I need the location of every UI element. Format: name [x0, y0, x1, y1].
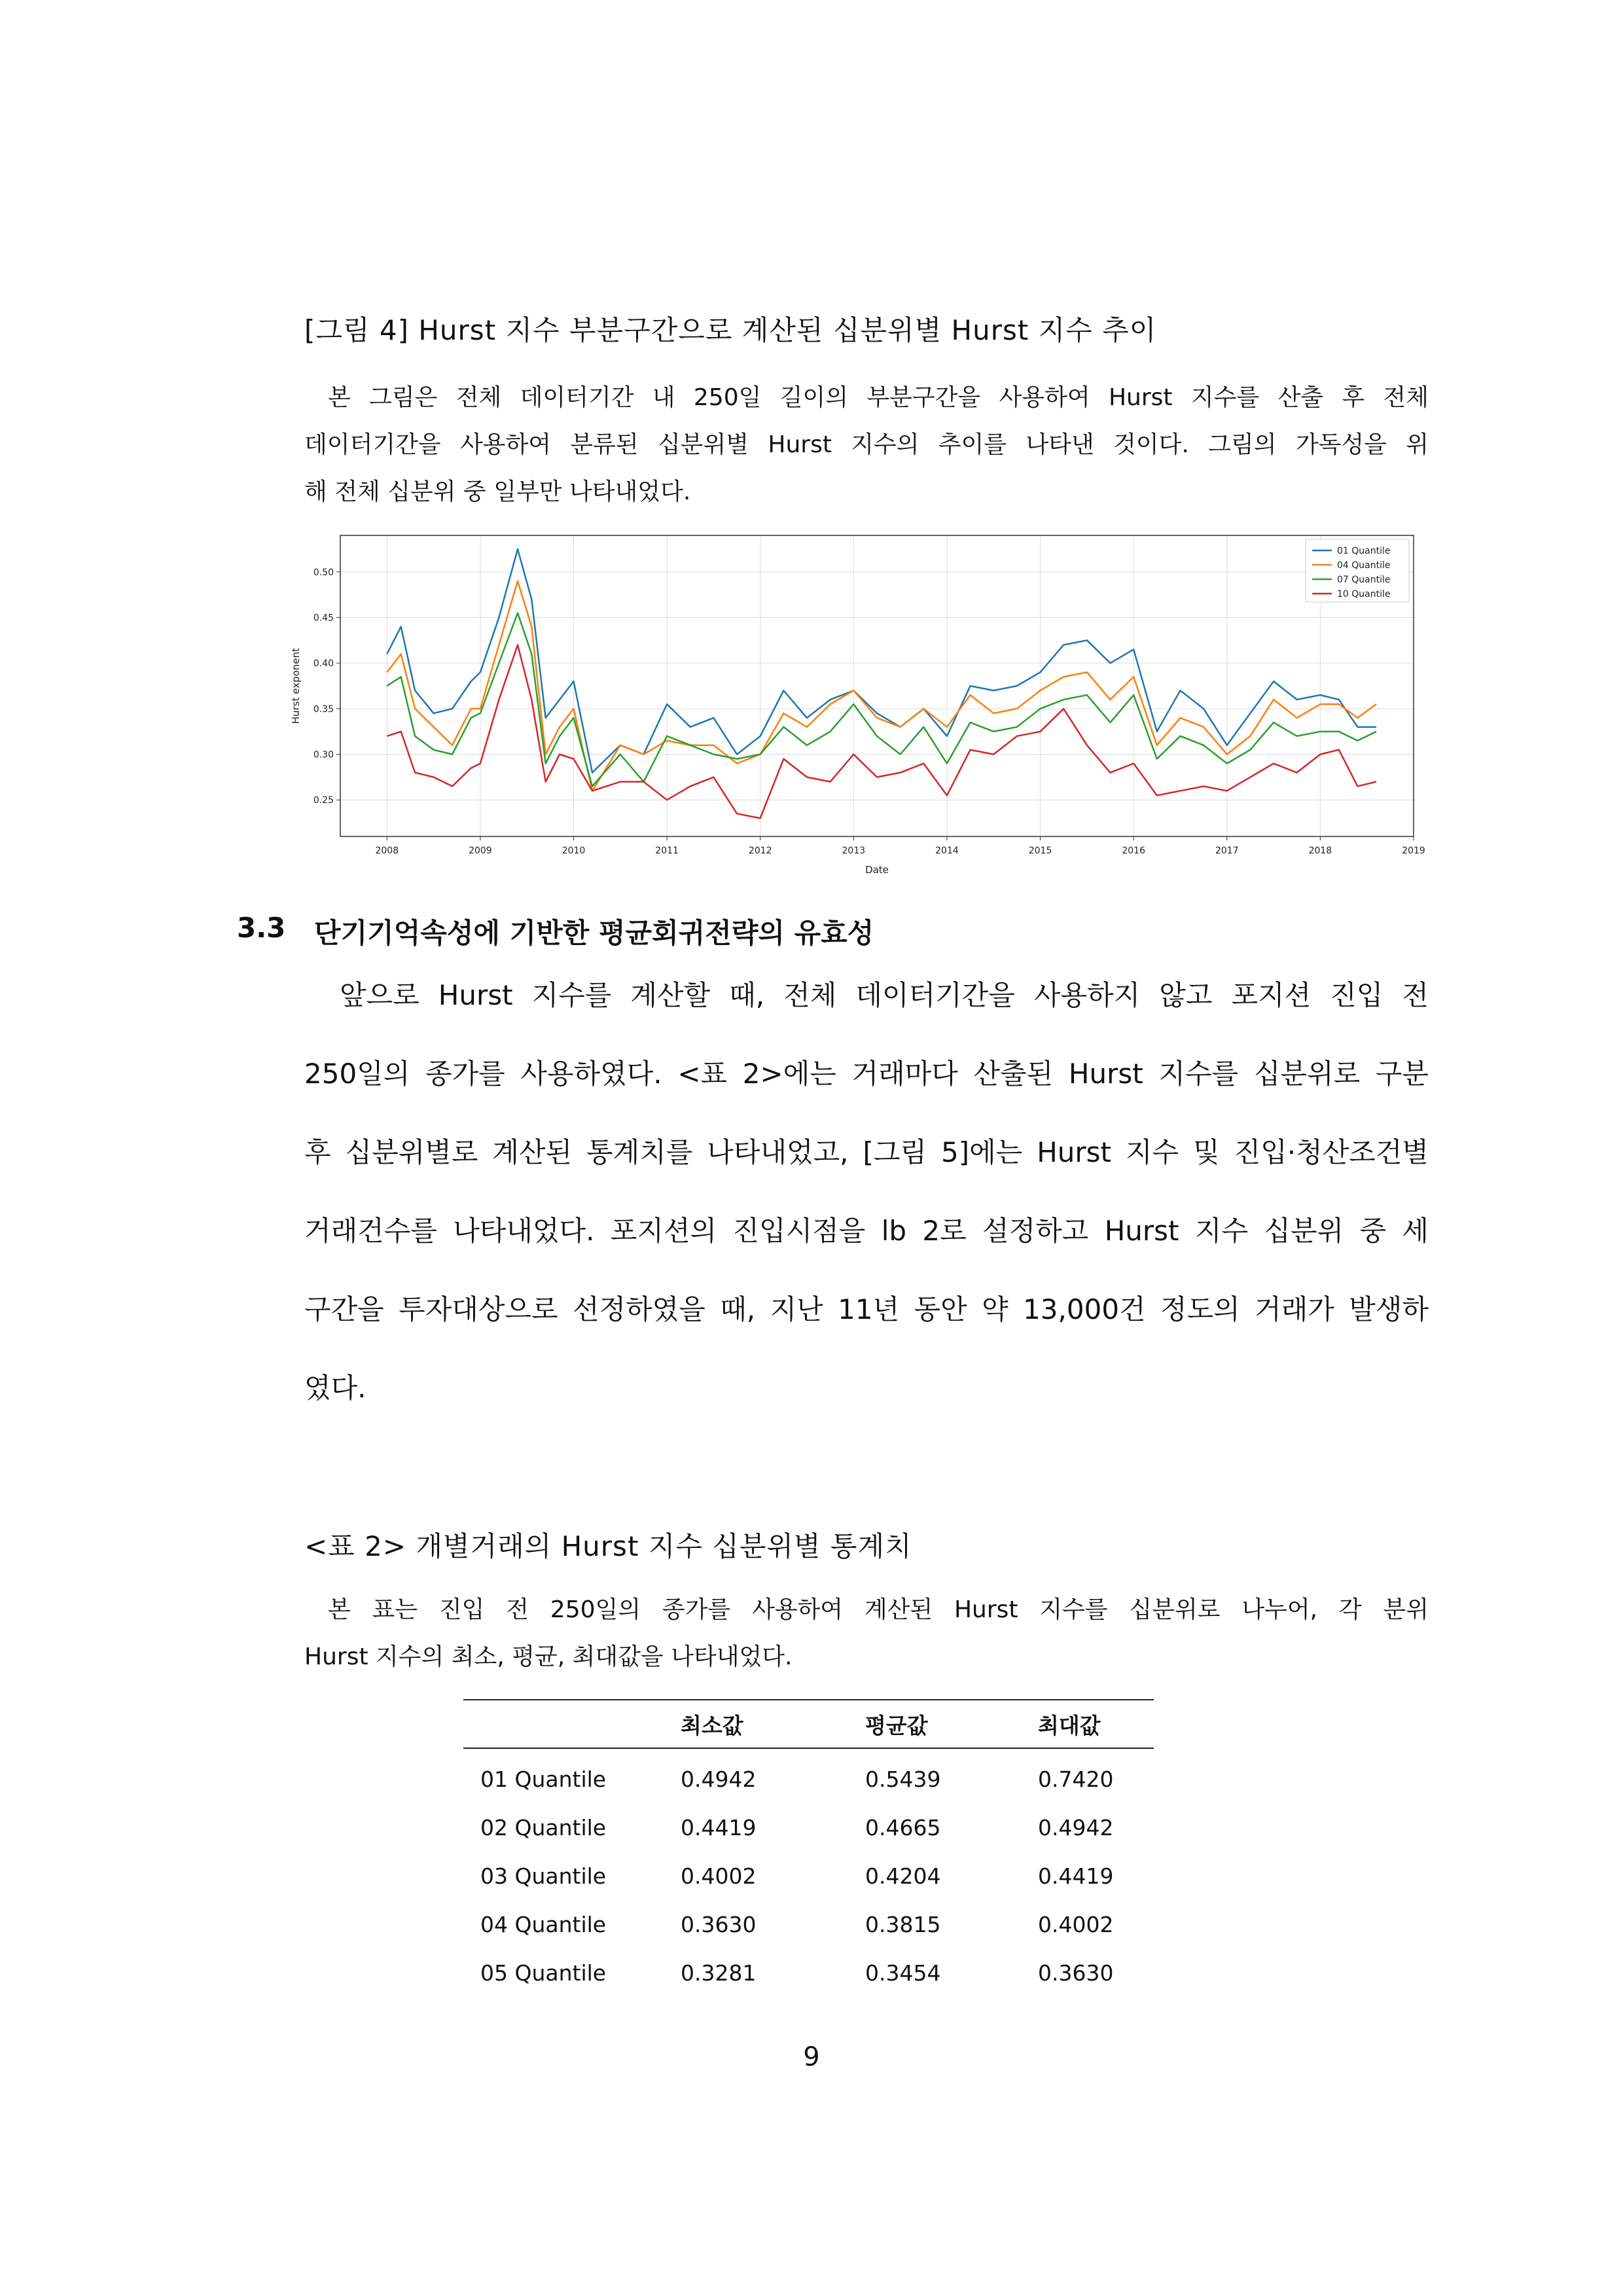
series-line [387, 613, 1376, 787]
table-cell: 0.7420 [1038, 1766, 1114, 1792]
x-tick-label: 2015 [1028, 846, 1052, 856]
table-cell: 0.4665 [865, 1814, 941, 1840]
legend-label: 07 Quantile [1337, 575, 1391, 585]
section-body-line: 였다. [304, 1372, 366, 1404]
legend-label: 10 Quantile [1337, 589, 1391, 600]
table-caption: <표 2> 개별거래의 Hurst 지수 십분위별 통계치 [304, 1530, 912, 1562]
table-header-row [463, 1700, 1154, 1748]
x-tick-labels [375, 846, 1425, 856]
table-cell: 0.3630 [1038, 1960, 1114, 1986]
stats-table [463, 1699, 1154, 1997]
chart-lines [387, 549, 1376, 818]
y-axis-label: Hurst exponent [290, 647, 302, 725]
table-cell: 0.4942 [681, 1766, 757, 1792]
table-cell: 0.4942 [1038, 1814, 1114, 1840]
figure-description-line: 데이터기간을 사용하여 분류된 십분위별 Hurst 지수의 추이를 나타낸 것이다. 그림의 가독성을 위 [304, 431, 1429, 458]
x-tick-label: 2013 [842, 846, 866, 856]
chart-legend [1306, 539, 1409, 602]
table-row [463, 1948, 1154, 1997]
figure-description-line: 본 그림은 전체 데이터기간 내 250일 길이의 부분구간을 사용하여 Hurst 지수를 산출 후 전체 [328, 384, 1429, 411]
y-tick-label: 0.40 [313, 658, 334, 670]
y-tick-label: 0.45 [313, 613, 334, 624]
plot-frame [340, 535, 1414, 836]
table-description-line: Hurst 지수의 최소, 평균, 최대값을 나타내었다. [304, 1643, 793, 1670]
section-body-line: 앞으로 Hurst 지수를 계산할 때, 전체 데이터기간을 사용하지 않고 포지션 진입 전 [340, 979, 1429, 1011]
y-tick-label: 0.30 [313, 749, 334, 761]
y-tick-label: 0.25 [313, 795, 334, 806]
table-cell: 0.5439 [865, 1766, 941, 1792]
figure-caption: [그림 4] Hurst 지수 부분구간으로 계산된 십분위별 Hurst 지수 추이 [304, 314, 1157, 346]
table-cell: 03 Quantile [480, 1863, 607, 1889]
x-tick-label: 2012 [748, 846, 772, 856]
x-tick-label: 2018 [1308, 846, 1332, 856]
section-body-line: 250일의 종가를 사용하였다. <표 2>에는 거래마다 산출된 Hurst 지수를 십분위로 구분 [304, 1058, 1429, 1090]
table-cell: 0.4419 [1038, 1863, 1114, 1889]
table-cell: 0.3630 [681, 1911, 757, 1937]
table-header-max: 최대값 [1037, 1700, 1154, 1748]
y-tick-labels [313, 567, 334, 806]
x-tick-label: 2019 [1402, 846, 1425, 856]
section-body-line: 거래건수를 나타내었다. 포지션의 진입시점을 lb 2로 설정하고 Hurst 지수 십분위 중 세 [304, 1215, 1429, 1247]
table-cell: 0.4002 [1038, 1911, 1114, 1937]
table-cell: 04 Quantile [480, 1911, 607, 1937]
hurst-quantile-chart [285, 529, 1425, 876]
table-cell: 0.4002 [681, 1863, 757, 1889]
table-cell: 0.3454 [865, 1960, 941, 1986]
table-row [463, 1852, 1154, 1900]
table-header-cell [463, 1700, 680, 1748]
x-tick-label: 2009 [469, 846, 492, 856]
table-cell: 05 Quantile [480, 1960, 607, 1986]
table-description-line: 본 표는 진입 전 250일의 종가를 사용하여 계산된 Hurst 지수를 십분위로 나누어, 각 분위 [328, 1596, 1429, 1623]
x-tick-label: 2017 [1215, 846, 1239, 856]
series-line [387, 645, 1376, 818]
table-row [463, 1803, 1154, 1852]
figure-description [304, 374, 1429, 516]
table-cell: 0.4419 [681, 1814, 757, 1840]
x-tick-label: 2011 [655, 846, 679, 856]
section-title: 단기기억속성에 기반한 평균회귀전략의 유효성 [314, 917, 874, 949]
table-header-mean: 평균값 [865, 1700, 1037, 1748]
table-description [304, 1587, 1429, 1681]
y-tick-label: 0.50 [313, 567, 334, 578]
section-body-line: 후 십분위별로 계산된 통계치를 나타내었고, [그림 5]에는 Hurst 지수 및 진입·청산조건별 [304, 1136, 1429, 1168]
x-tick-label: 2016 [1122, 846, 1145, 856]
page-number: 9 [803, 2042, 820, 2072]
figure-description-line: 해 전체 십분위 중 일부만 나타내었다. [304, 478, 691, 505]
table-cell: 0.4204 [865, 1863, 941, 1889]
legend-label: 04 Quantile [1337, 560, 1391, 571]
y-tick-label: 0.35 [313, 704, 334, 715]
x-axis-label: Date [865, 864, 889, 876]
chart-grid [336, 535, 1414, 840]
table-cell: 0.3281 [681, 1960, 757, 1986]
section-number: 3.3 [237, 912, 286, 944]
x-tick-label: 2010 [562, 846, 586, 856]
table-row [463, 1900, 1154, 1948]
table-cell: 01 Quantile [480, 1766, 607, 1792]
table-row [463, 1748, 1154, 1803]
legend-label: 01 Quantile [1337, 546, 1391, 556]
x-tick-label: 2008 [375, 846, 399, 856]
section-body-line: 구간을 투자대상으로 선정하였을 때, 지난 11년 동안 약 13,000건 정도의 거래가 발생하 [304, 1293, 1429, 1325]
table-cell: 0.3815 [865, 1911, 941, 1937]
table-header-min: 최소값 [680, 1700, 865, 1748]
table-cell: 02 Quantile [480, 1814, 607, 1840]
x-tick-label: 2014 [935, 846, 959, 856]
